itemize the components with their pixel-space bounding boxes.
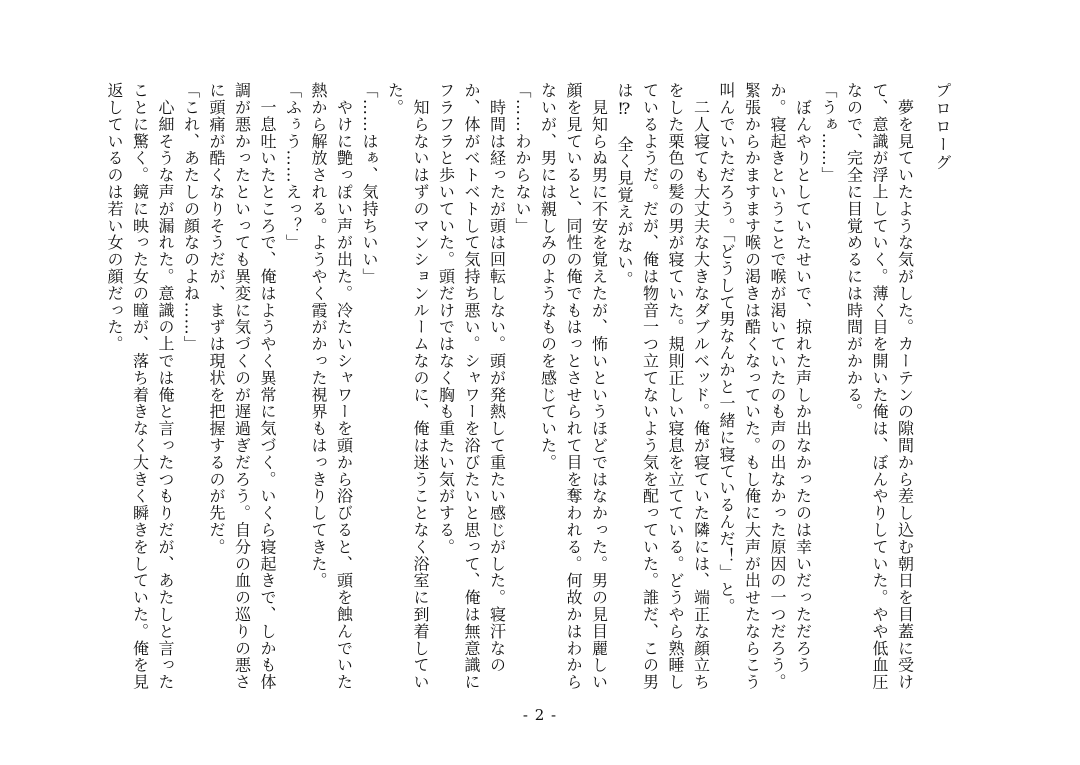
page-number: - 2 - (522, 706, 558, 724)
paragraph: 「うぁ……」 (819, 82, 838, 184)
paragraph: 夢を見ていたような気がした。カーテンの隙間から差し込む朝日を目蓋に受けて、意識が浮上していく。薄く目を開いた俺は、ぼんやりしていた。やや低血圧なので、完全に目覚めるには時間がかかる。 (844, 82, 915, 691)
paragraph: 知らないはずのマンションルームなのに、俺は迷うことなく浴室に到着していた。 (385, 82, 430, 691)
paragraph: 時間は経ったが頭は回転しない。頭が発熱して重たい感じがした。寝汗なのか、体がベトベトして気持ち悪い。シャワーを浴びたいと思って、俺は無意識にフラフラと歩いていた。頭だけではなく胸も重たい気がする。 (436, 82, 507, 691)
paragraph: 「ふぅう……えっ？」 (283, 82, 303, 251)
paragraph: ぼんやりとしていたせいで、掠れた声しか出なかったのは幸いだっただろうか。寝起きということで喉が渇いていたのも声の出なかった原因の一つだろう。緊張からかますます喉の渇きは酷くなっていた。もし俺に大声が出せたならこう叫んでいただろう。「どうして男なんかと一緒に寝ているんだ！」と。 (717, 82, 813, 691)
paragraph: 一息吐いたところで、俺はようやく異常に気づく。いくら寝起きで、しかも体調が悪かったといっても異変に気づくのが遅過ぎだろう。自分の血の巡りの悪さに頭痛が酷くなりそうだが、まずは現状を把握するのが先だ。 (207, 82, 277, 691)
paragraph: 「……はぁ、気持ちいい」 (360, 82, 379, 285)
paragraph: 二人寝ても大丈夫な大きなダブルベッド。俺が寝ていた隣には、端正な顔立ちをした栗色の髪の男が寝ていた。規則正しい寝息を立てている。どうやら熟睡しているようだ。だが、俺は物音一つ立てないよう気を配っていた。誰だ、この男は⁉ 全く見覚えがない。 (615, 82, 711, 691)
body-text (105, 82, 955, 700)
paragraph: やけに艶っぽい声が出た。冷たいシャワーを頭から浴びると、頭を蝕んでいた熱から解放される。ようやく霞がかった視界もはっきりしてきた。 (309, 82, 354, 691)
paragraph: 「これ、あたしの顔なのよね……」 (181, 82, 201, 353)
paragraph: 「……わからない」 (513, 82, 532, 235)
paragraph: 心細そうな声が漏れた。意識の上では俺と言ったつもりだが、あたしと言ったことに驚く。鏡に映った女の瞳が、落ち着きなく大きく瞬きをしていた。俺を見返しているのは若い女の顔だった。 (105, 82, 175, 691)
paragraph: 見知らぬ男に不安を覚えたが、怖いというほどではなかった。男の見目麗しい顔を見ていると、同性の俺でもはっとさせられて目を奪われる。何故かはわからないが、男には親しみのようなものを感じていた。 (538, 82, 609, 691)
chapter-title: プロローグ (933, 82, 952, 172)
